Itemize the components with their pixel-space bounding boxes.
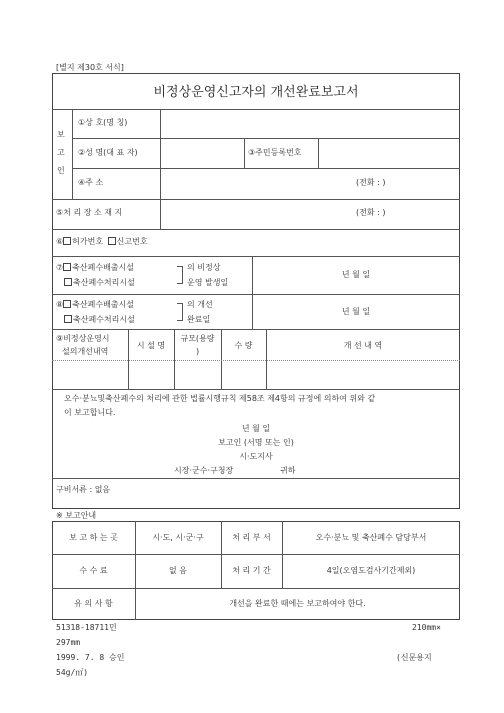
statement-date[interactable]: 년 월 일 — [241, 424, 271, 433]
permit-number-index: ⑥ — [56, 237, 64, 246]
rule — [72, 168, 460, 169]
rule — [52, 199, 460, 200]
rule — [52, 360, 460, 361]
rule — [244, 138, 245, 168]
footer-approved: 1999. 7. 8 승인 — [56, 653, 125, 662]
rule — [160, 109, 161, 229]
representative-field[interactable] — [162, 140, 242, 166]
guide-row2-label2: 처 리 기 간 — [232, 566, 271, 575]
footer-size-a: 210mm× — [412, 623, 441, 632]
rule — [282, 521, 283, 588]
improve-bracket — [177, 303, 183, 321]
permit-row — [56, 237, 148, 247]
permit-checkbox[interactable] — [63, 237, 71, 245]
statement-line-1: 오수·분뇨및축산폐수의 처리에 관한 법률시행규칙 제58조 제4항의 규정에 의하여 위와 같 — [64, 394, 376, 403]
improve-line-1 — [56, 300, 134, 310]
site-location-field[interactable] — [162, 201, 352, 227]
col-scale-1: 규모(용량 — [180, 334, 215, 343]
col-quantity: 수 량 — [234, 341, 253, 350]
col-content: 개 선 내 역 — [343, 341, 383, 350]
footer-code: 51318-18711민 — [56, 623, 117, 632]
statement-reporter[interactable]: 보고인 (서명 또는 인) — [218, 438, 294, 447]
statement-city: 시·도지사 — [239, 452, 273, 461]
statement-to: 시장·군수·구청장 — [174, 466, 234, 475]
company-name-field[interactable] — [162, 111, 456, 136]
guide-note-value: 개선을 완료한 때에는 보고하여야 한다. — [229, 599, 366, 608]
improve-right-2: 완료일 — [187, 315, 211, 324]
rule — [52, 294, 460, 295]
improve-date[interactable]: 년 월 일 — [341, 307, 371, 316]
statement-suffix: 귀하 — [280, 466, 296, 475]
guide-row1-value2: 오수·분뇨 및 축산폐수 담당부서 — [315, 533, 427, 542]
abnormal-discharge-checkbox[interactable] — [63, 263, 71, 271]
abnormal-line-2 — [64, 278, 135, 288]
footer-paper-b: 54g/㎡) — [56, 668, 89, 677]
rule — [52, 109, 460, 110]
guide-title: ※ 보고안내 — [56, 511, 97, 520]
rule — [52, 329, 460, 330]
guide-row2-value2: 4일(오염도검사기간제외) — [326, 566, 416, 575]
form-number: [별지 제30호 서식] — [56, 63, 124, 72]
footer-size-b: 297mm — [56, 638, 81, 647]
reporter-label-1: 보 — [57, 130, 65, 139]
details-label-2: 설의개선내역 — [62, 347, 109, 356]
statement-line-2: 이 보고합니다. — [64, 408, 116, 417]
rule — [72, 138, 460, 139]
abnormal-index: ⑦ — [56, 263, 64, 272]
rule — [52, 229, 460, 230]
rule — [52, 554, 460, 555]
details-entry-row[interactable] — [54, 362, 458, 387]
abnormal-right-1: 의 비정상 — [187, 263, 221, 272]
attachments: 구비서류 : 없음 — [56, 485, 111, 494]
rule — [252, 256, 253, 329]
rule — [52, 478, 460, 479]
abnormal-bracket — [177, 266, 183, 284]
representative-label: ②성 명(대 표 자) — [78, 148, 138, 157]
address-phone-label: (전화 : ) — [356, 178, 386, 187]
abnormal-line-1 — [56, 263, 134, 273]
report-checkbox[interactable] — [108, 237, 116, 245]
improve-right-1: 의 개선 — [187, 300, 213, 309]
guide-row1-value: 시·도, 시·군·구 — [152, 533, 204, 542]
resident-number-field[interactable] — [320, 140, 456, 166]
improve-discharge-checkbox[interactable] — [63, 300, 71, 308]
details-label-1: ⑨비정상운영시 — [56, 334, 110, 343]
site-phone-label: (전화 : ) — [356, 208, 386, 217]
abnormal-date[interactable]: 년 월 일 — [341, 270, 371, 279]
abnormal-treatment-label: 축산폐수처리시설 — [73, 278, 135, 287]
rule — [52, 256, 460, 257]
resident-number-label: ③주민등록번호 — [248, 148, 302, 157]
address-label: ④주 소 — [78, 178, 104, 187]
page-title: 비정상운영신고자의 개선완료보고서 — [153, 85, 359, 100]
guide-row2-label: 수 수 료 — [79, 566, 108, 575]
improve-line-2 — [64, 315, 135, 325]
abnormal-discharge-label: 축산폐수배출시설 — [72, 263, 134, 272]
footer-paper-a: (신문용지 — [396, 653, 432, 662]
abnormal-right-2: 운영 발생일 — [187, 278, 229, 287]
company-name-label: ①상 호(명 칭) — [78, 118, 128, 127]
col-facility: 시 설 명 — [136, 341, 166, 350]
improve-treatment-checkbox[interactable] — [64, 315, 72, 323]
guide-row2-value: 없 음 — [169, 566, 187, 575]
guide-note-label: 유 의 사 항 — [74, 599, 113, 608]
rule — [52, 389, 460, 390]
rule — [221, 521, 222, 588]
abnormal-treatment-checkbox[interactable] — [64, 278, 72, 286]
reporter-label-2: 고 — [57, 148, 65, 157]
address-field[interactable] — [162, 170, 352, 197]
improve-discharge-label: 축산폐수배출시설 — [72, 300, 134, 309]
improve-index: ⑧ — [56, 300, 64, 309]
permit-option: 허가번호 — [72, 237, 104, 246]
guide-row1-label: 보 고 하 는 곳 — [69, 533, 118, 542]
report-option: 신고번호 — [116, 237, 148, 246]
rule — [318, 138, 319, 168]
reporter-label-3: 인 — [57, 166, 65, 175]
rule — [72, 109, 73, 199]
rule — [52, 588, 460, 589]
site-location-label: ⑤처 리 장 소 재 지 — [56, 208, 123, 217]
improve-treatment-label: 축산폐수처리시설 — [73, 315, 135, 324]
guide-row1-label2: 처 리 부 서 — [232, 533, 271, 542]
col-scale-2: ) — [195, 347, 200, 356]
